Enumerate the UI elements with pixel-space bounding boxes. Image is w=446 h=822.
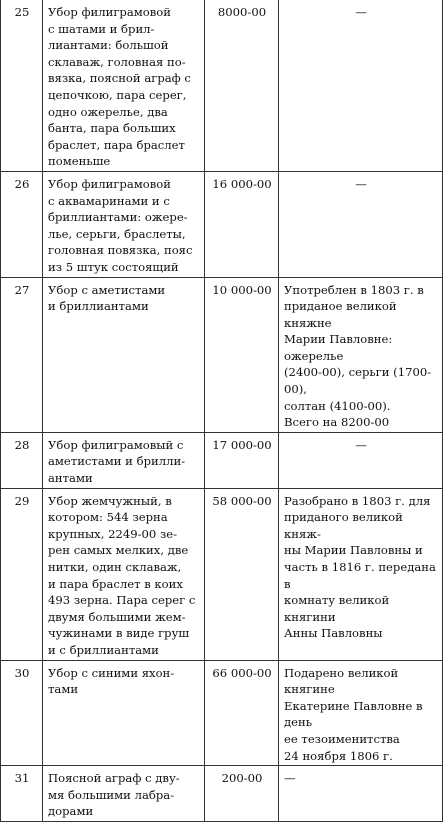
item-description: Поясной аграф с дву- мя большими лабра- дорами xyxy=(43,766,205,822)
row-number: 29 xyxy=(1,488,43,660)
item-price: 8000-00 xyxy=(205,0,279,171)
table-row xyxy=(1,277,443,432)
item-price: 58 000-00 xyxy=(205,488,279,660)
table-row xyxy=(1,660,443,766)
item-note: — xyxy=(279,171,443,277)
item-note: Разобрано в 1803 г. для приданого великой княж- ны Марии Павловны и часть в 1816 г. передана в комнату великой княгини Анны Павловны xyxy=(279,488,443,660)
item-description: Убор с аметистами и бриллиантами xyxy=(43,277,205,432)
item-description: Убор филиграмовой с аквамаринами и с бриллиантами: ожере- лье, серьги, браслеты, головная повязка, пояс из 5 штук состоящий xyxy=(43,171,205,277)
row-number: 31 xyxy=(1,766,43,822)
item-note: — xyxy=(279,432,443,488)
item-price: 200-00 xyxy=(205,766,279,822)
table-row xyxy=(1,171,443,277)
item-description: Убор с синими яхон- тами xyxy=(43,660,205,766)
item-price: 16 000-00 xyxy=(205,171,279,277)
item-note: — xyxy=(279,766,443,822)
row-number: 25 xyxy=(1,0,43,171)
item-description: Убор филиграмовой с шатами и брил- лиантами: большой склаваж, головная по- вязка, поясной аграф с цепочкою, пара серег, одно ожерелье, два банта, пара больших браслет, пара браслет поменьше xyxy=(43,0,205,171)
item-price: 66 000-00 xyxy=(205,660,279,766)
row-number: 26 xyxy=(1,171,43,277)
item-note: Употреблен в 1803 г. в приданое великой княжне Марии Павловне: ожерелье (2400-00), серьги (1700-00), солтан (4100-00). Всего на 8200-00 xyxy=(279,277,443,432)
row-number: 30 xyxy=(1,660,43,766)
item-description: Убор жемчужный, в котором: 544 зерна крупных, 2249-00 зе- рен самых мелких, две нитки, один склаваж, и пара браслет в коих 493 зерна. Пара серег с двумя большими жем- чужинами в виде груш и с бриллиантами xyxy=(43,488,205,660)
table-row xyxy=(1,766,443,822)
row-number: 27 xyxy=(1,277,43,432)
table-row xyxy=(1,432,443,488)
table-row xyxy=(1,488,443,660)
item-price: 10 000-00 xyxy=(205,277,279,432)
item-note: — xyxy=(279,0,443,171)
item-price: 17 000-00 xyxy=(205,432,279,488)
table-row xyxy=(1,0,443,171)
row-number: 28 xyxy=(1,432,43,488)
item-description: Убор филиграмовый с аметистами и брилли- антами xyxy=(43,432,205,488)
item-note: Подарено великой княгине Екатерине Павловне в день ее тезоименитства 24 ноября 1806 г. xyxy=(279,660,443,766)
